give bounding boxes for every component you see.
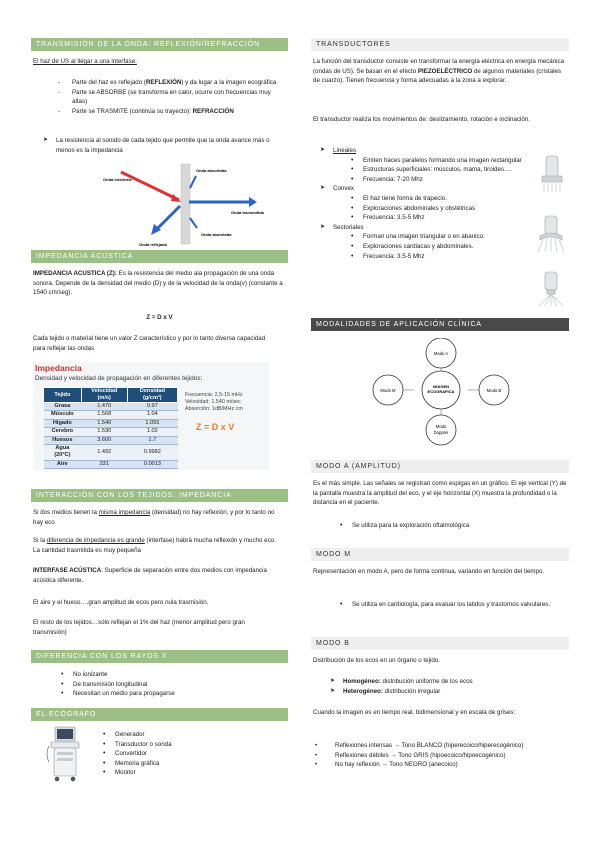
- arrow-right-icon: ➤: [320, 223, 326, 230]
- center-label-1: IMAGEN: [433, 384, 449, 389]
- list-item: • Memoria gráfica: [115, 759, 275, 769]
- paragraph-interface: INTERFASE ACÚSTICA: Superficie de separación entre dos medios con impedancia acústica diferente.: [33, 567, 267, 584]
- table-cell: 1.02: [127, 428, 177, 436]
- tone-row: • Reflexiones intensas → Tono BLANCO (hiperecoico/hiperecogénico): [315, 742, 524, 749]
- intro-text: El haz de US al llegar a una interfase:: [33, 58, 137, 65]
- list-item: • Frecuencia: 3.5-5 Mhz: [363, 213, 543, 223]
- list-item: • Emiten haces paralelos formando una imagen rectangular: [363, 156, 543, 166]
- type-sectoriales: ➤ Sectoriales: [320, 223, 364, 231]
- table-cell: 1.568: [81, 411, 127, 419]
- section-title: MODO B: [311, 637, 569, 650]
- list-item: • Exploraciones cardiacas y abdominales.: [363, 242, 543, 252]
- arrow-right-icon: ➤: [320, 147, 326, 153]
- reflection-diagram: [101, 160, 281, 250]
- table-cell: 3.600: [81, 436, 127, 444]
- label-absorbida-2: Onda absorbida: [201, 232, 232, 237]
- table-row: [44, 445, 178, 461]
- section-title: MODO M: [311, 548, 569, 561]
- left-column: [31, 0, 288, 777]
- list-item: - Parte se ABSORBE (se transforma en calor, ocurre con frecuencias muy altas): [72, 88, 277, 107]
- table-row: [44, 403, 178, 411]
- reflection-list: [72, 78, 277, 116]
- reflection-tones: [315, 741, 569, 770]
- table-cell: 1.055: [127, 419, 177, 427]
- table-header: Tejido: [44, 388, 82, 403]
- sectoriales-list: [363, 232, 543, 261]
- table-cell: 1.7: [127, 436, 177, 444]
- sector-probe-image: [535, 270, 567, 308]
- mode-b-types: [330, 677, 563, 696]
- mode-b-paragraph: Distribución de los ecos en un órgano o tejido.: [313, 657, 440, 664]
- list-item: - Parte del haz es reflejado (REFLEXIÓN) y da lugar a la imagen ecográfica: [72, 78, 277, 88]
- table-cell: 0.9982: [127, 445, 177, 461]
- arrow-right-icon: ➤: [43, 137, 49, 143]
- paragraph-same-impedance: Si dos medios tienen la misma impedancia (densidad) no hay reflexión, y por lo tanto no hay eco: [33, 509, 275, 526]
- reflected-wave-arrow: [156, 206, 180, 230]
- list-item: • El haz tiene forma de trapecio.: [363, 194, 543, 204]
- node-label: Modo A: [433, 351, 449, 356]
- node-label: Modo B: [486, 388, 502, 393]
- table-cell: Agua (20°C): [44, 445, 82, 461]
- list-item: • Convertidor: [115, 749, 275, 759]
- section-title: MODALIDADES DE APLICACIÓN CLÍNICA: [316, 321, 482, 328]
- ultrasound-machine-image: [45, 724, 85, 784]
- center-label-2: ECOGRAFICA: [427, 389, 455, 394]
- table-cell: Cerebro: [44, 428, 82, 436]
- arrow-right-icon: ➤: [330, 678, 336, 684]
- table-cell: Aire: [44, 460, 82, 468]
- mode-a-list: [352, 521, 562, 531]
- list-item: • De transmisión longitudinal: [73, 680, 283, 690]
- impedance-paragraph: Cada tejido o material tiene un valor Z característico y por lo tanto diversa capacidad para reflejar las ondas: [33, 335, 266, 352]
- table-cell: 0.97: [127, 403, 177, 411]
- convex-probe-image: [535, 214, 567, 254]
- list-item: • Generador: [115, 730, 275, 740]
- list-item: • Monitor: [115, 768, 275, 778]
- table-cell: Huesos: [44, 436, 82, 444]
- section-title: IMPEDANCIA ACÚSTICA: [31, 250, 288, 263]
- list-item: • Transductor o sonda: [115, 740, 275, 750]
- section-title: EL ECÓGRAFO: [31, 708, 288, 721]
- table-row: [44, 411, 178, 419]
- arrow-right-icon: ➤: [330, 687, 336, 694]
- section-title: MODO A (AMPLITUD): [311, 460, 569, 473]
- transducer-movements: El transductor realiza los movimientos de: deslizamiento, rotación e inclinación.: [313, 116, 531, 123]
- table-cell: Grasa: [44, 403, 82, 411]
- convex-list: [363, 194, 543, 223]
- figure-notes: [185, 392, 243, 413]
- section-title: DIFERENCIA CON LOS RAYOS X: [31, 650, 288, 663]
- table-cell: 0.0013: [127, 460, 177, 468]
- table-cell: 1.530: [81, 428, 127, 436]
- modalities-diagram: [361, 338, 521, 466]
- mode-a-paragraph: Es el más simple. Las señales se registran como espigas en un gráfico. El eje vertical (Y) de la pantalla muestra la amplitud del eco, y el eje horizontal (X) muestra la profundidad o la distancia en el paciente.: [313, 480, 567, 507]
- list-item: • No ionizante: [73, 670, 283, 680]
- label-transmitida: Onda transmitida: [231, 210, 264, 215]
- table-row: [44, 436, 178, 444]
- tone-row: • Reflexiones débiles → Tono GRIS (hipoecoico/hipoecogénico): [315, 751, 506, 759]
- table-cell: 1.540: [81, 419, 127, 427]
- table-header: Densidad (g/cm³): [127, 388, 177, 403]
- impedance-definition: IMPEDANCIA ACUSTICA (Z): Es la resistencia del medio ala propagación de una onda sonora. Depende de la densidad del medio (D) y de la velocidad de la onda(v) (constante a 1540 cm/seg).: [33, 270, 283, 297]
- table-cell: 1.04: [127, 411, 177, 419]
- lineales-list: [363, 156, 543, 185]
- mode-b-grayscale-intro: Cuando la imagen es en tiempo real, bidimensional y en escala de grises:: [313, 709, 516, 716]
- note: Velocidad: 1.540 m/sec: [185, 399, 241, 405]
- table-cell: Hígado: [44, 419, 82, 427]
- mode-m-paragraph: Representación en modo A, pero de forma continua, variando en función del tiempo.: [313, 568, 545, 575]
- figure-title: Impedancia: [35, 363, 82, 373]
- table-row: [44, 460, 178, 468]
- paragraph-air-bone: El aire y el hueso….gran amplitud de ecos pero nula trasmisión.: [33, 599, 209, 606]
- list-item: • Forman una imagen triangular o en abanico.: [363, 232, 543, 242]
- arrow-right-icon: ➤: [320, 185, 326, 192]
- heterogeneous-item: ➤ Heterogéneo: distribución irregular: [330, 687, 441, 695]
- homogeneous-item: ➤ Homogéneo: distribución uniforme de los ecos: [330, 678, 473, 685]
- ecograph-parts-list: [115, 730, 275, 778]
- list-item: • Necesitan un medio para propagarse: [73, 689, 283, 699]
- node-label: Modo M: [380, 388, 396, 393]
- table-row: [44, 419, 178, 427]
- transducer-paragraph: La función del transductor consiste en transformar la energía eléctrica en energía mecánica (ondas de US). Se basan en el efecto PIEZOELÉCTRICO de algunos materiales (cristales de cuarzo). Tienen frecuencia y forma adecuadas a la zona a explorar.: [313, 58, 565, 85]
- transducer-types: [320, 146, 543, 261]
- node-label-line-2: Doppler: [433, 430, 449, 435]
- interface-block: [181, 164, 190, 244]
- label-absorbida-1: Onda absorbida: [196, 168, 227, 173]
- table-cell: 1.470: [81, 403, 127, 411]
- table-cell: 331: [81, 460, 127, 468]
- list-item: • Se utiliza para la exploración oftalmológica: [352, 521, 562, 531]
- section-title: TRANSDUCTORES: [311, 38, 569, 51]
- transmitted-arrowhead: [249, 197, 257, 207]
- note: Absorción: 1dB/MHz cm: [185, 406, 243, 412]
- table-cell: Músculo: [44, 411, 82, 419]
- type-convex: ➤ Convex: [320, 185, 354, 193]
- list-item: • Frecuencia: 3.5-5 Mhz: [363, 252, 543, 262]
- section-title: TRANSMISIÓN DE LA ONDA: REFLEXIÓN/REFRACCIÓN: [31, 38, 288, 51]
- node-label-line-1: Modo: [435, 424, 447, 429]
- list-item: • Estructuras superficiales: músculos, mama, tiroides….: [363, 165, 543, 175]
- table-row: [44, 428, 178, 436]
- label-incidente: Onda incidente: [103, 177, 132, 182]
- tone-row: • No hay reflexión → Tono NEGRO (anecoico): [315, 761, 458, 769]
- list-item: • Se utiliza en cardiología, para evaluar los latidos y trastornos valvulares.: [352, 600, 552, 610]
- figure-subtitle: Densidad y velocidad de propagación en diferentes tejidos:: [35, 375, 203, 382]
- absorbed-arrow-1: [190, 176, 196, 188]
- section-title: INTERACCIÓN CON LOS TEJIDOS: IMPEDANCIA: [31, 489, 288, 502]
- list-item: - Parte se TRASMITE (continúa su trayecto): REFRACCIÓN: [72, 107, 277, 117]
- formula: Z = D x V: [146, 314, 173, 321]
- label-reflejada: Onda reflejada: [139, 242, 167, 247]
- absorbed-arrow-2: [190, 218, 197, 228]
- impedance-figure: [33, 362, 269, 470]
- xray-diff-list: [73, 670, 283, 699]
- impedance-note: ➤ La resistencia al sonido de cada tejido que permite que la onda avance más o menos es la impedancia: [43, 137, 270, 154]
- list-item: • Frecuencia: 7-20 Mhz: [363, 175, 543, 185]
- note: Frecuencia: 2.5-15 mHz: [185, 392, 243, 398]
- linear-probe-image: [537, 154, 567, 194]
- list-item: • Exploraciones abdominales y obstétricas: [363, 204, 543, 214]
- type-lineales: ➤ Lineales: [320, 147, 357, 154]
- paragraph-other-tissues: El resto de los tejidos…sólo reflejan el 1% del haz (menor amplitud pero gran transmisión): [33, 619, 245, 636]
- figure-formula: Z = D x V: [196, 422, 235, 432]
- mode-m-list: [352, 600, 552, 610]
- table-header: Velocidad (m/s): [81, 388, 127, 403]
- impedance-table: [43, 387, 178, 469]
- table-cell: 1.492: [81, 445, 127, 461]
- paragraph-diff-impedance: Si la diferencia de impedancia es grande (interfase) habrá mucha reflexión y mucho eco. La cantidad trasmitida es muy pequeña: [33, 537, 276, 554]
